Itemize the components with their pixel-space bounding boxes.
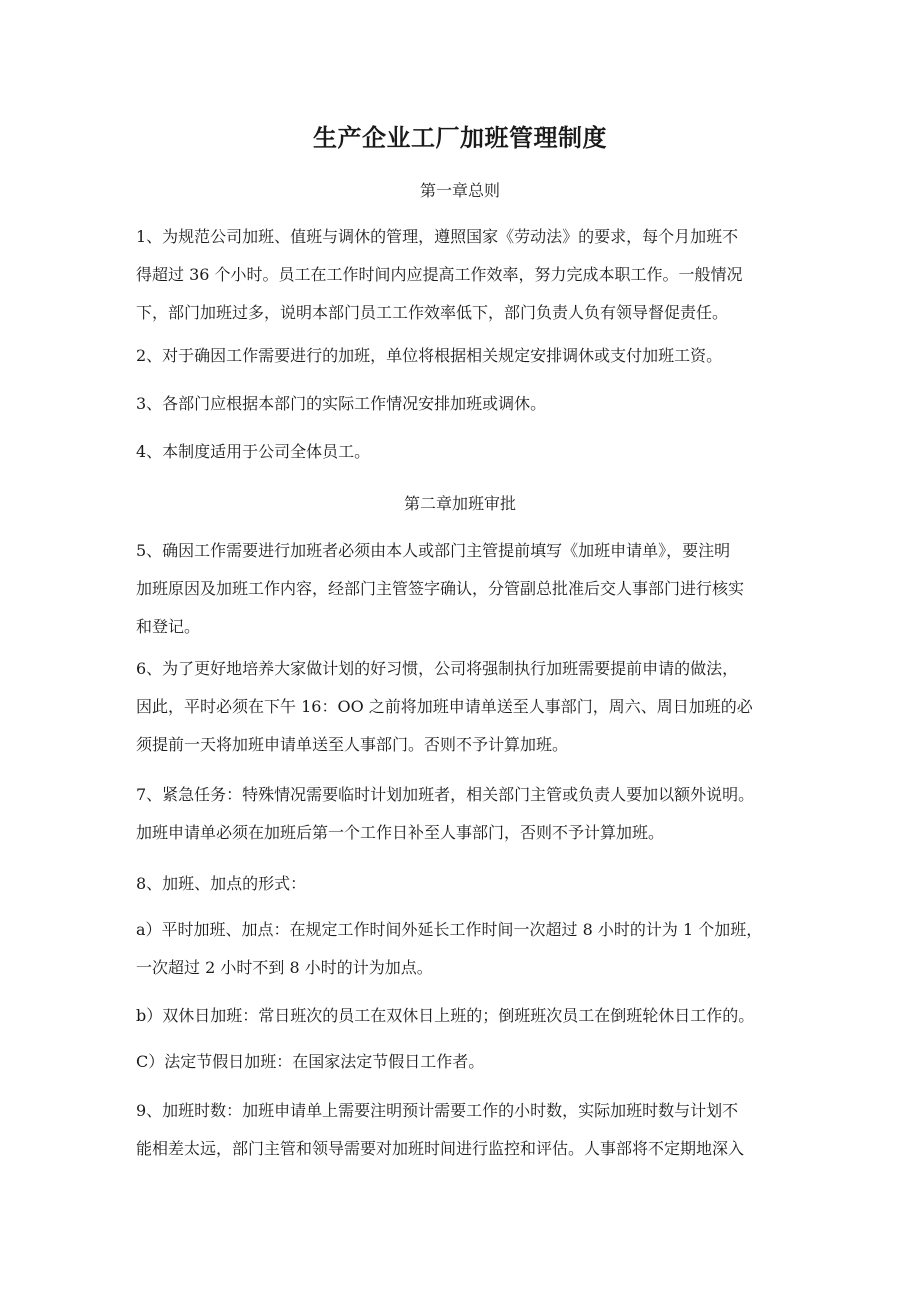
paragraph-line: 2、对于确因工作需要进行的加班，单位将根据相关规定安排调休或支付加班工资。: [136, 346, 723, 365]
paragraph-1: [136, 218, 796, 332]
paragraph-line: 得超过 36 个小时。员工在工作时间内应提高工作效率，努力完成本职工作。一般情况: [136, 265, 743, 284]
paragraph-line: a）平时加班、加点：在规定工作时间外延长工作时间一次超过 8 小时的计为 1 个加班，: [136, 920, 763, 939]
paragraph-line: 下，部门加班过多，说明本部门员工工作效率低下，部门负责人负有领导督促责任。: [136, 303, 729, 322]
paragraph-11: [136, 1043, 796, 1081]
paragraph-line: 8、加班、加点的形式：: [136, 874, 307, 893]
chapter-heading-2: 第二章加班审批: [403, 494, 516, 513]
paragraph-3: [136, 385, 796, 423]
paragraph-line: 1、为规范公司加班、值班与调休的管理，遵照国家《劳动法》的要求，每个月加班不: [136, 227, 739, 246]
paragraph-line: 一次超过 2 小时不到 8 小时的计为加点。: [136, 958, 433, 977]
paragraph-line: 加班原因及加班工作内容，经部门主管签字确认，分管副总批准后交人事部门进行核实: [136, 579, 745, 598]
paragraph-line: 能相差太远，部门主管和领导需要对加班时间进行监控和评估。人事部将不定期地深入: [136, 1139, 745, 1158]
paragraph-2: [136, 337, 796, 375]
paragraph-line: 4、本制度适用于公司全体员工。: [136, 442, 371, 461]
paragraph-10: [136, 997, 796, 1035]
paragraph-line: 6、为了更好地培养大家做计划的好习惯，公司将强制执行加班需要提前申请的做法，: [136, 659, 739, 678]
paragraph-line: 9、加班时数：加班申请单上需要注明预计需要工作的小时数，实际加班时数与计划不: [136, 1101, 739, 1120]
paragraph-line: 因此，平时必须在下午 16：OO 之前将加班申请单送至人事部门，周六、周日加班的必: [136, 697, 753, 716]
paragraph-line: 5、确因工作需要进行加班者必须由本人或部门主管提前填写《加班申请单》，要注明: [136, 541, 731, 560]
paragraph-line: 7、紧急任务：特殊情况需要临时计划加班者，相关部门主管或负责人要加以额外说明。: [136, 785, 755, 804]
paragraph-4: [136, 433, 796, 471]
paragraph-line: C）法定节假日加班：在国家法定节假日工作者。: [136, 1052, 485, 1071]
paragraph-8: [136, 865, 796, 903]
document-title: 生产企业工厂加班管理制度: [313, 123, 607, 152]
paragraph-line: 须提前一天将加班申请单送至人事部门。否则不予计算加班。: [136, 735, 569, 754]
paragraph-12: [136, 1092, 796, 1168]
paragraph-5: [136, 532, 796, 646]
chapter-heading-1: 第一章总则: [419, 181, 500, 200]
paragraph-line: 和登记。: [136, 617, 201, 636]
paragraph-line: 加班申请单必须在加班后第一个工作日补至人事部门，否则不予计算加班。: [136, 823, 665, 842]
paragraph-7: [136, 776, 796, 852]
paragraph-6: [136, 650, 796, 764]
paragraph-9: [136, 911, 796, 987]
paragraph-line: 3、各部门应根据本部门的实际工作情况安排加班或调休。: [136, 394, 547, 413]
paragraph-line: b）双休日加班：常日班次的员工在双休日上班的；倒班班次员工在倒班轮休日工作的。: [136, 1006, 755, 1025]
